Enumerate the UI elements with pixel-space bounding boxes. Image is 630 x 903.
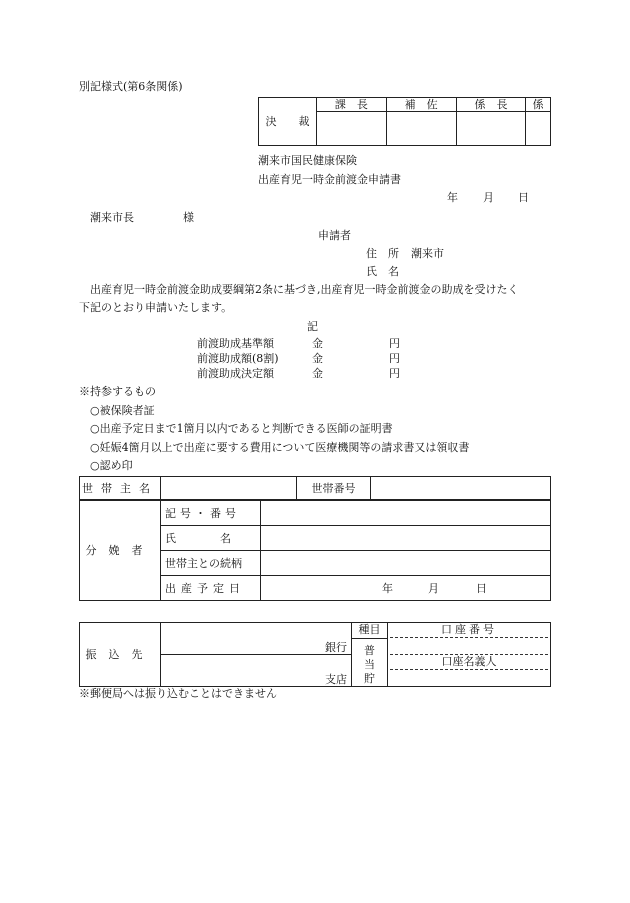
stamp-box-kakaricho[interactable] xyxy=(456,112,526,146)
amount-yen-decided: 円 xyxy=(389,367,400,380)
honorific: 様 xyxy=(183,211,194,224)
household-number-label: 世帯番号 xyxy=(297,477,371,500)
birth-table xyxy=(79,500,551,601)
body-text-line2: 下記のとおり申請いたします。 xyxy=(79,301,233,314)
bring-item: ○妊娠4箇月以上で出産に要する費用について医療機関等の請求書又は領収書 xyxy=(90,441,470,454)
bring-item: ○出産予定日まで1箇月以内であると判断できる医師の証明書 xyxy=(90,422,393,435)
household-head-label: 世帯主名 xyxy=(80,477,161,500)
household-number-field[interactable] xyxy=(371,477,551,500)
amount-label-decided: 前渡助成決定額 xyxy=(197,367,274,380)
account-name-label: 口座名義人 xyxy=(390,655,548,670)
approval-header-kacho: 課 長 xyxy=(317,98,387,112)
bank-suffix: 銀行 xyxy=(325,641,347,654)
branch-name-field[interactable] xyxy=(161,655,352,687)
address-value[interactable]: 潮来市 xyxy=(411,247,444,260)
amount-yen-80pct: 円 xyxy=(389,352,400,365)
form-reference: 別記様式(第6条関係) xyxy=(79,80,183,93)
amount-yen-base: 円 xyxy=(389,337,400,350)
address-label: 住 所 xyxy=(366,247,399,260)
approval-header-hosa: 補 佐 xyxy=(386,98,456,112)
amount-kin-decided: 金 xyxy=(312,367,323,380)
amount-kin-base: 金 xyxy=(312,337,323,350)
document-title: 出産育児一時金前渡金申請書 xyxy=(258,173,401,186)
approval-header-kakari: 係 xyxy=(526,98,551,112)
bank-table xyxy=(79,622,551,687)
account-cell xyxy=(388,623,551,687)
bring-item: ○認め印 xyxy=(90,459,133,472)
due-day-unit: 日 xyxy=(476,582,487,595)
bring-title: ※持参するもの xyxy=(79,385,156,398)
amount-label-80pct: 前渡助成額(8割) xyxy=(197,352,279,365)
bring-item: ○被保険者証 xyxy=(90,404,155,417)
birth-person-label: 分娩者 xyxy=(80,501,161,601)
account-name-field[interactable] xyxy=(388,670,550,686)
branch-suffix: 支店 xyxy=(325,673,347,686)
organization-name: 潮来市国民健康保険 xyxy=(258,154,357,167)
type-chochiku[interactable]: 貯 xyxy=(364,672,375,685)
bank-name-field[interactable] xyxy=(161,623,352,655)
date-year-label: 年 xyxy=(447,191,458,204)
account-type-label: 種目 xyxy=(352,623,387,639)
row-label-name: 氏 名 xyxy=(161,526,261,551)
field-relation[interactable] xyxy=(261,551,551,576)
applicant-label: 申請者 xyxy=(318,229,351,242)
household-table xyxy=(79,476,551,500)
row-label-relation: 世帯主との続柄 xyxy=(161,551,261,576)
row-label-number: 記号・番号 xyxy=(161,501,261,526)
bank-label: 振込先 xyxy=(80,623,161,687)
account-number-field[interactable] xyxy=(390,638,548,655)
field-name[interactable] xyxy=(261,526,551,551)
due-year-unit: 年 xyxy=(382,582,393,595)
date-day-label: 日 xyxy=(518,191,529,204)
ki-heading: 記 xyxy=(307,320,318,333)
field-due-date[interactable] xyxy=(261,576,551,601)
addressee: 潮来市長 xyxy=(90,211,134,224)
stamp-box-kacho[interactable] xyxy=(317,112,387,146)
type-toza[interactable]: 当 xyxy=(364,658,375,671)
footnote: ※郵便局へは振り込むことはできません xyxy=(79,687,277,700)
approval-header-kakaricho: 係 長 xyxy=(456,98,526,112)
approval-table xyxy=(258,97,551,146)
name-label: 氏 名 xyxy=(366,265,399,278)
household-head-field[interactable] xyxy=(161,477,297,500)
account-type-cell xyxy=(352,623,388,687)
field-number[interactable] xyxy=(261,501,551,526)
body-text-line1: 出産育児一時金前渡金助成要綱第2条に基づき,出産育児一時金前渡金の助成を受けたく xyxy=(90,283,519,296)
stamp-box-kakari[interactable] xyxy=(526,112,551,146)
amount-kin-80pct: 金 xyxy=(312,352,323,365)
row-label-due-date: 出産予定日 xyxy=(161,576,261,601)
approval-row-label: 決 裁 xyxy=(259,98,317,146)
type-futsu[interactable]: 普 xyxy=(364,644,375,657)
due-month-unit: 月 xyxy=(428,582,439,595)
account-number-label: 口座番号 xyxy=(390,623,548,638)
stamp-box-hosa[interactable] xyxy=(386,112,456,146)
amount-label-base: 前渡助成基準額 xyxy=(197,337,274,350)
date-month-label: 月 xyxy=(483,191,494,204)
